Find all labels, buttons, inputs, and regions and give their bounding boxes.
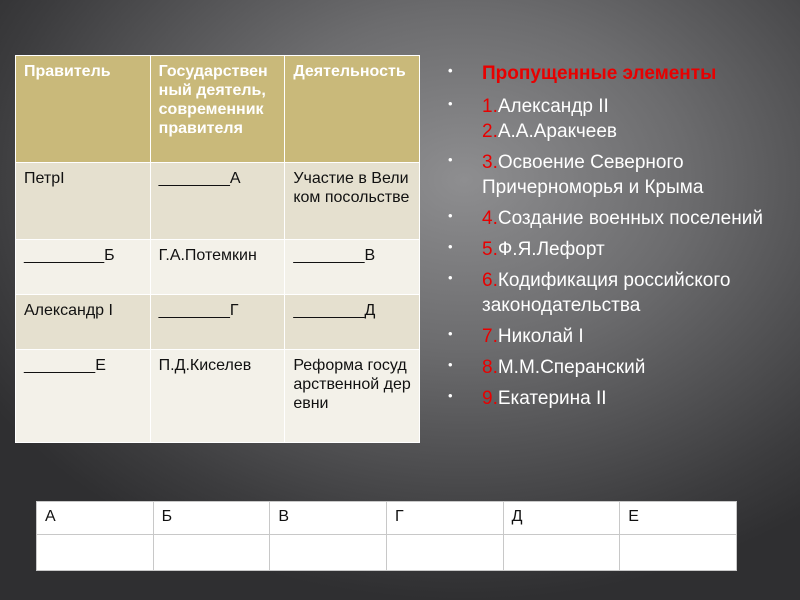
answer-letter: Б	[153, 502, 270, 535]
cell-ruler: ПетрI	[16, 162, 151, 239]
bullet-icon: •	[448, 152, 453, 167]
table-row	[16, 350, 420, 443]
list-heading-text: Пропущенные элементы	[482, 63, 717, 84]
cell-statesman: ________Г	[150, 295, 285, 350]
cell-ruler: ________Е	[16, 350, 151, 443]
list-item	[448, 268, 798, 318]
list-item	[448, 324, 798, 349]
answer-cell[interactable]	[503, 535, 620, 571]
item-number: 1.	[482, 96, 498, 117]
table-row	[16, 295, 420, 350]
item-text: А.А.Аракчеев	[497, 121, 618, 142]
table-row	[16, 162, 420, 239]
cell-ruler: _________Б	[16, 240, 151, 295]
list-item	[448, 355, 798, 380]
bullet-icon: •	[448, 326, 453, 341]
item-number: 5.	[482, 239, 498, 260]
item-text: М.М.Сперанский	[497, 357, 646, 378]
item-text: Создание военных поселений	[497, 208, 763, 229]
item-text: Кодификация российского законодательства	[482, 270, 731, 316]
cell-activity: ________В	[285, 240, 420, 295]
answer-letter: Д	[503, 502, 620, 535]
list-item	[448, 237, 798, 262]
answer-cell[interactable]	[386, 535, 503, 571]
item-text: Ф.Я.Лефорт	[497, 239, 605, 260]
bullet-icon: •	[448, 357, 453, 372]
item-text: Александр II	[497, 96, 609, 117]
header-ruler: Правитель	[16, 56, 151, 163]
answer-cell[interactable]	[37, 535, 154, 571]
bullet-icon: •	[448, 270, 453, 285]
item-number: 7.	[482, 326, 498, 347]
missing-elements-list	[448, 61, 798, 417]
answer-letter: А	[37, 502, 154, 535]
list-item	[448, 94, 798, 144]
list-item	[448, 150, 798, 200]
cell-statesman: П.Д.Киселев	[150, 350, 285, 443]
bullet-icon: •	[448, 388, 453, 403]
item-text: Николай I	[497, 326, 584, 347]
cell-activity: Реформа государственной деревни	[285, 350, 420, 443]
item-number: 4.	[482, 208, 498, 229]
item-number: 2.	[482, 121, 498, 142]
item-number: 8.	[482, 357, 498, 378]
cell-statesman: ________А	[150, 162, 285, 239]
cell-activity: ________Д	[285, 295, 420, 350]
cell-activity: Участие в Великом посольстве	[285, 162, 420, 239]
answer-cell[interactable]	[153, 535, 270, 571]
bullet-icon: •	[448, 63, 453, 78]
table-row	[16, 240, 420, 295]
item-number: 6.	[482, 270, 498, 291]
cell-ruler: Александр I	[16, 295, 151, 350]
bullet-icon: •	[448, 96, 453, 111]
answer-letter: В	[270, 502, 387, 535]
list-heading	[448, 61, 798, 86]
header-activity: Деятельность	[285, 56, 420, 163]
cell-statesman: Г.А.Потемкин	[150, 240, 285, 295]
matching-table	[15, 55, 420, 443]
header-statesman: Государственный деятель, современник правителя	[150, 56, 285, 163]
item-text: Освоение Северного Причерноморья и Крыма	[482, 152, 704, 198]
answer-letter: Е	[620, 502, 737, 535]
answer-cell[interactable]	[620, 535, 737, 571]
bullet-icon: •	[448, 239, 453, 254]
answer-cell[interactable]	[270, 535, 387, 571]
item-number: 3.	[482, 152, 498, 173]
bullet-icon: •	[448, 208, 453, 223]
answer-letter: Г	[386, 502, 503, 535]
answer-grid	[36, 501, 737, 571]
list-item	[448, 386, 798, 411]
item-number: 9.	[482, 388, 498, 409]
item-text: Екатерина II	[497, 388, 607, 409]
list-item	[448, 206, 798, 231]
